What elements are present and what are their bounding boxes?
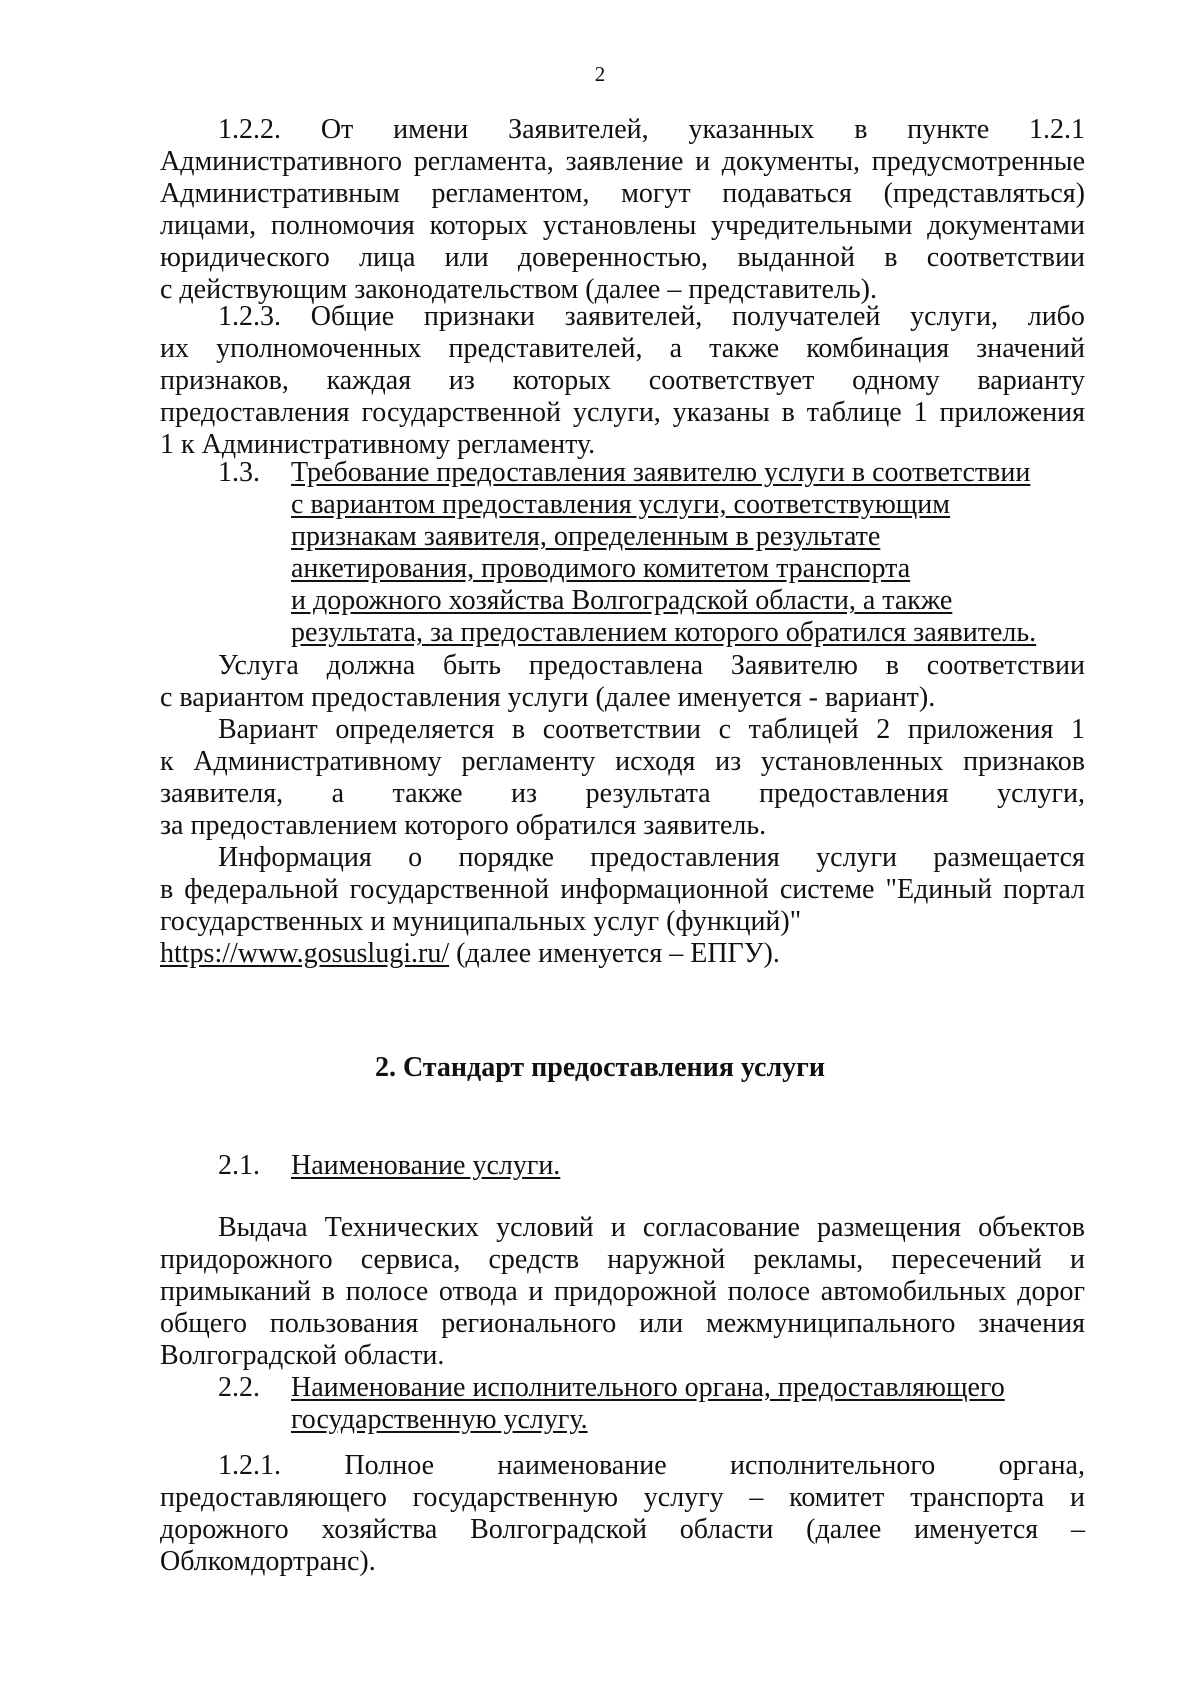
word: Полное — [344, 1450, 434, 1481]
info-link-line — [160, 938, 1085, 970]
section-2-2-number: 2.2. — [218, 1372, 260, 1403]
word: информационной — [560, 874, 769, 905]
text-line — [160, 301, 1085, 333]
word: предоставления — [759, 778, 949, 809]
section-2-2-title — [291, 1372, 1005, 1436]
word: предоставляющего — [160, 1482, 387, 1513]
word: в — [854, 114, 868, 145]
word: федеральной — [184, 874, 339, 905]
word: признаки — [423, 301, 535, 332]
word: либо — [1027, 301, 1085, 332]
paragraph-1-2-2 — [160, 114, 1085, 306]
word: юридического — [160, 242, 330, 273]
word: исполнительного — [730, 1450, 936, 1481]
word: варианту — [977, 365, 1085, 396]
title-line: Требование предоставления заявителю услуги в соответствии — [291, 457, 1031, 488]
word: рекламы, — [753, 1244, 864, 1275]
word: признаков, — [160, 365, 289, 396]
text-line — [160, 1276, 1085, 1308]
word: "Единый — [885, 874, 993, 905]
paragraph-variant — [160, 714, 1085, 842]
word: соответствии — [926, 242, 1085, 273]
word: дорожного — [160, 1514, 289, 1545]
word: пункте — [907, 114, 990, 145]
word: заявителя, — [160, 778, 284, 809]
word: таблицей — [748, 714, 859, 745]
title-line: анкетирования, проводимого комитетом транспорта — [291, 553, 911, 584]
word: из — [511, 778, 538, 809]
text-line: 1 к Административному регламенту. — [160, 429, 596, 460]
word: пользования — [269, 1308, 419, 1339]
word: предусмотренные — [871, 146, 1085, 177]
word: лицами, — [160, 210, 257, 241]
title-line: Наименование исполнительного органа, предоставляющего — [291, 1372, 1005, 1403]
word: условий — [496, 1212, 594, 1243]
word: могут — [621, 178, 691, 209]
word: Административным — [160, 178, 400, 209]
word: сервиса, — [360, 1244, 461, 1275]
word: 2 — [876, 714, 891, 745]
word: предоставлена — [528, 650, 703, 681]
word: и — [1069, 1482, 1085, 1513]
section-2-heading: 2. Стандарт предоставления услуги — [374, 1052, 826, 1083]
word: области — [679, 1514, 774, 1545]
word: Вариант — [218, 714, 318, 745]
text-line — [160, 242, 1085, 274]
word: из — [448, 365, 475, 396]
word: доверенностью, — [517, 242, 709, 273]
word: придорожной — [554, 1276, 717, 1307]
word: а — [331, 778, 345, 809]
text-line: за предоставлением которого обратился заявитель. — [160, 810, 767, 841]
word: заявление — [565, 146, 684, 177]
word: установлены — [542, 210, 697, 241]
word: комбинация — [806, 333, 950, 364]
text-line — [160, 210, 1085, 242]
title-line: результата, за предоставлением которого обратился заявитель. — [291, 617, 1037, 648]
word: портал — [1003, 874, 1085, 905]
paragraph-2-1 — [160, 1212, 1085, 1372]
word: Заявителей, — [508, 114, 649, 145]
word: также — [392, 778, 463, 809]
word: Выдача — [218, 1212, 308, 1243]
word: в — [321, 1276, 335, 1307]
text-line — [160, 650, 1085, 682]
text-line — [160, 1482, 1085, 1514]
word: документы, — [721, 146, 861, 177]
word: наименование — [497, 1450, 667, 1481]
word: государственной — [361, 397, 562, 428]
text-line: Волгоградской области. — [160, 1340, 445, 1371]
word: определяется — [335, 714, 495, 745]
word: имени — [393, 114, 469, 145]
text-line: с вариантом предоставления услуги (далее именуется - вариант). — [160, 682, 936, 713]
word: 1.2.1. — [218, 1450, 281, 1481]
text-line — [160, 746, 1085, 778]
section-2-1 — [218, 1150, 1018, 1182]
word: установленных — [760, 746, 944, 777]
word: предоставления — [160, 397, 350, 428]
word: результата — [585, 778, 711, 809]
word: общего — [160, 1308, 248, 1339]
word: 1.2.3. — [218, 301, 281, 332]
text-line — [160, 842, 1085, 874]
word: полномочия — [270, 210, 415, 241]
word: и — [1070, 1244, 1085, 1275]
word: подаваться — [722, 178, 852, 209]
word: пересечений — [891, 1244, 1042, 1275]
word: документами — [927, 210, 1085, 241]
word: государственной — [349, 874, 550, 905]
word: примыканий — [160, 1276, 312, 1307]
word: их — [160, 333, 189, 364]
word: из — [715, 746, 742, 777]
info-link-tail: (далее именуется – ЕПГУ). — [449, 938, 780, 969]
text-line — [160, 1244, 1085, 1276]
word: (представляться) — [883, 178, 1085, 209]
word: услуги, — [910, 301, 998, 332]
word: средств — [488, 1244, 580, 1275]
word: выданной — [737, 242, 855, 273]
word: дорог — [1017, 1276, 1085, 1307]
word: Заявителю — [730, 650, 858, 681]
word: в — [885, 650, 899, 681]
word: регламента, — [413, 146, 554, 177]
text-line — [160, 1450, 1085, 1482]
word: услуги, — [997, 778, 1085, 809]
title-line: и дорожного хозяйства Волгоградской области, а также — [291, 585, 953, 616]
paragraph-info — [160, 842, 1085, 938]
paragraph-1-2-3 — [160, 301, 1085, 461]
word: органа, — [998, 1450, 1085, 1481]
page-number: 2 — [594, 62, 606, 86]
word: Административному — [193, 746, 442, 777]
word: Информация — [218, 842, 372, 873]
word: наружной — [607, 1244, 726, 1275]
word: услуги, — [572, 397, 661, 428]
word: указанных — [688, 114, 815, 145]
word: размещается — [933, 842, 1085, 873]
word: 1 — [1070, 714, 1085, 745]
word: представителей, — [448, 333, 643, 364]
word: объектов — [978, 1212, 1085, 1243]
word: транспорта — [910, 1482, 1045, 1513]
text-line: Облкомдортранс). — [160, 1546, 376, 1577]
word: или — [639, 1308, 684, 1339]
word: 1.2.2. — [218, 114, 281, 145]
word: регламенту — [461, 746, 596, 777]
word: в — [511, 714, 526, 745]
title-line: с вариантом предоставления услуги, соответствующим — [291, 489, 951, 520]
word: хозяйства — [321, 1514, 438, 1545]
word: указаны — [672, 397, 770, 428]
word: а — [669, 333, 683, 364]
word: быть — [443, 650, 502, 681]
word: заявителей, — [564, 301, 703, 332]
word: приложения — [939, 397, 1085, 428]
text-line — [160, 146, 1085, 178]
word: именуется — [914, 1514, 1039, 1545]
text-line — [160, 178, 1085, 210]
word: регламентом, — [431, 178, 590, 209]
word: соответствует — [648, 365, 815, 396]
section-1-3-number: 1.3. — [218, 457, 260, 488]
word: к — [160, 746, 174, 777]
word: исходя — [615, 746, 696, 777]
word: приложения — [907, 714, 1054, 745]
word: 1.2.1 — [1028, 114, 1085, 145]
word: каждая — [326, 365, 412, 396]
word: Технических — [324, 1212, 479, 1243]
title-line: государственную услугу. — [291, 1404, 588, 1435]
word: значения — [978, 1308, 1085, 1339]
word: предоставления — [590, 842, 780, 873]
word: соответствии — [542, 714, 701, 745]
word: 1 — [913, 397, 928, 428]
word: учредительными — [711, 210, 913, 241]
word: порядке — [458, 842, 554, 873]
text-line: с действующим законодательством (далее – представитель). — [160, 274, 878, 305]
text-line: государственных и муниципальных услуг (функций)" — [160, 906, 802, 937]
text-line — [160, 874, 1085, 906]
word: в — [781, 397, 795, 428]
text-line — [160, 397, 1085, 429]
word: системе — [779, 874, 875, 905]
text-line — [160, 114, 1085, 146]
text-line — [160, 714, 1085, 746]
text-line — [160, 365, 1085, 397]
word: Услуга — [218, 650, 299, 681]
section-2-1-number: 2.1. — [218, 1150, 260, 1181]
word: (далее — [806, 1514, 882, 1545]
word: – — [749, 1482, 764, 1513]
word: полосе — [727, 1276, 811, 1307]
section-1-3 — [218, 457, 1037, 649]
word: Административного — [160, 146, 403, 177]
word: услуги — [816, 842, 898, 873]
word: услугу — [643, 1482, 724, 1513]
word: которых — [429, 210, 529, 241]
word: таблице — [806, 397, 902, 428]
section-2-1-title — [291, 1150, 560, 1182]
paragraph-usluga — [160, 650, 1085, 714]
word: отвода — [438, 1276, 518, 1307]
paragraph-2-2 — [160, 1450, 1085, 1578]
word: и — [610, 1212, 626, 1243]
word: – — [1070, 1514, 1085, 1545]
word: и — [695, 146, 711, 177]
word: комитет — [789, 1482, 885, 1513]
word: с — [718, 714, 732, 745]
word: которых — [512, 365, 612, 396]
word: получателей — [731, 301, 881, 332]
word: От — [320, 114, 354, 145]
title-line: признакам заявителя, определенным в результате — [291, 521, 881, 552]
word: о — [408, 842, 423, 873]
text-line — [160, 1308, 1085, 1340]
word: размещения — [816, 1212, 962, 1243]
word: в — [160, 874, 174, 905]
text-line — [160, 1514, 1085, 1546]
section-1-3-title — [291, 457, 1036, 649]
word: Общие — [310, 301, 395, 332]
word: или — [444, 242, 489, 273]
word: в — [884, 242, 898, 273]
section-2-2 — [218, 1372, 1018, 1436]
word: регионального — [441, 1308, 617, 1339]
word: межмуниципального — [706, 1308, 956, 1339]
title-line: Наименование услуги. — [291, 1150, 561, 1181]
word: значений — [976, 333, 1085, 364]
word: государственную — [412, 1482, 619, 1513]
word: Волгоградской — [470, 1514, 647, 1545]
word: также — [709, 333, 780, 364]
word: автомобильных — [820, 1276, 1007, 1307]
text-line — [160, 333, 1085, 365]
word: полосе — [345, 1276, 429, 1307]
text-line — [160, 1212, 1085, 1244]
word: должна — [326, 650, 416, 681]
word: согласование — [642, 1212, 800, 1243]
word: лица — [359, 242, 416, 273]
word: уполномоченных — [216, 333, 422, 364]
word: и — [528, 1276, 544, 1307]
text-line — [160, 778, 1085, 810]
word: одному — [852, 365, 940, 396]
gosuslugi-link[interactable]: https://www.gosuslugi.ru/ — [160, 938, 450, 969]
word: соответствии — [926, 650, 1085, 681]
word: придорожного — [160, 1244, 333, 1275]
word: признаков — [963, 746, 1085, 777]
